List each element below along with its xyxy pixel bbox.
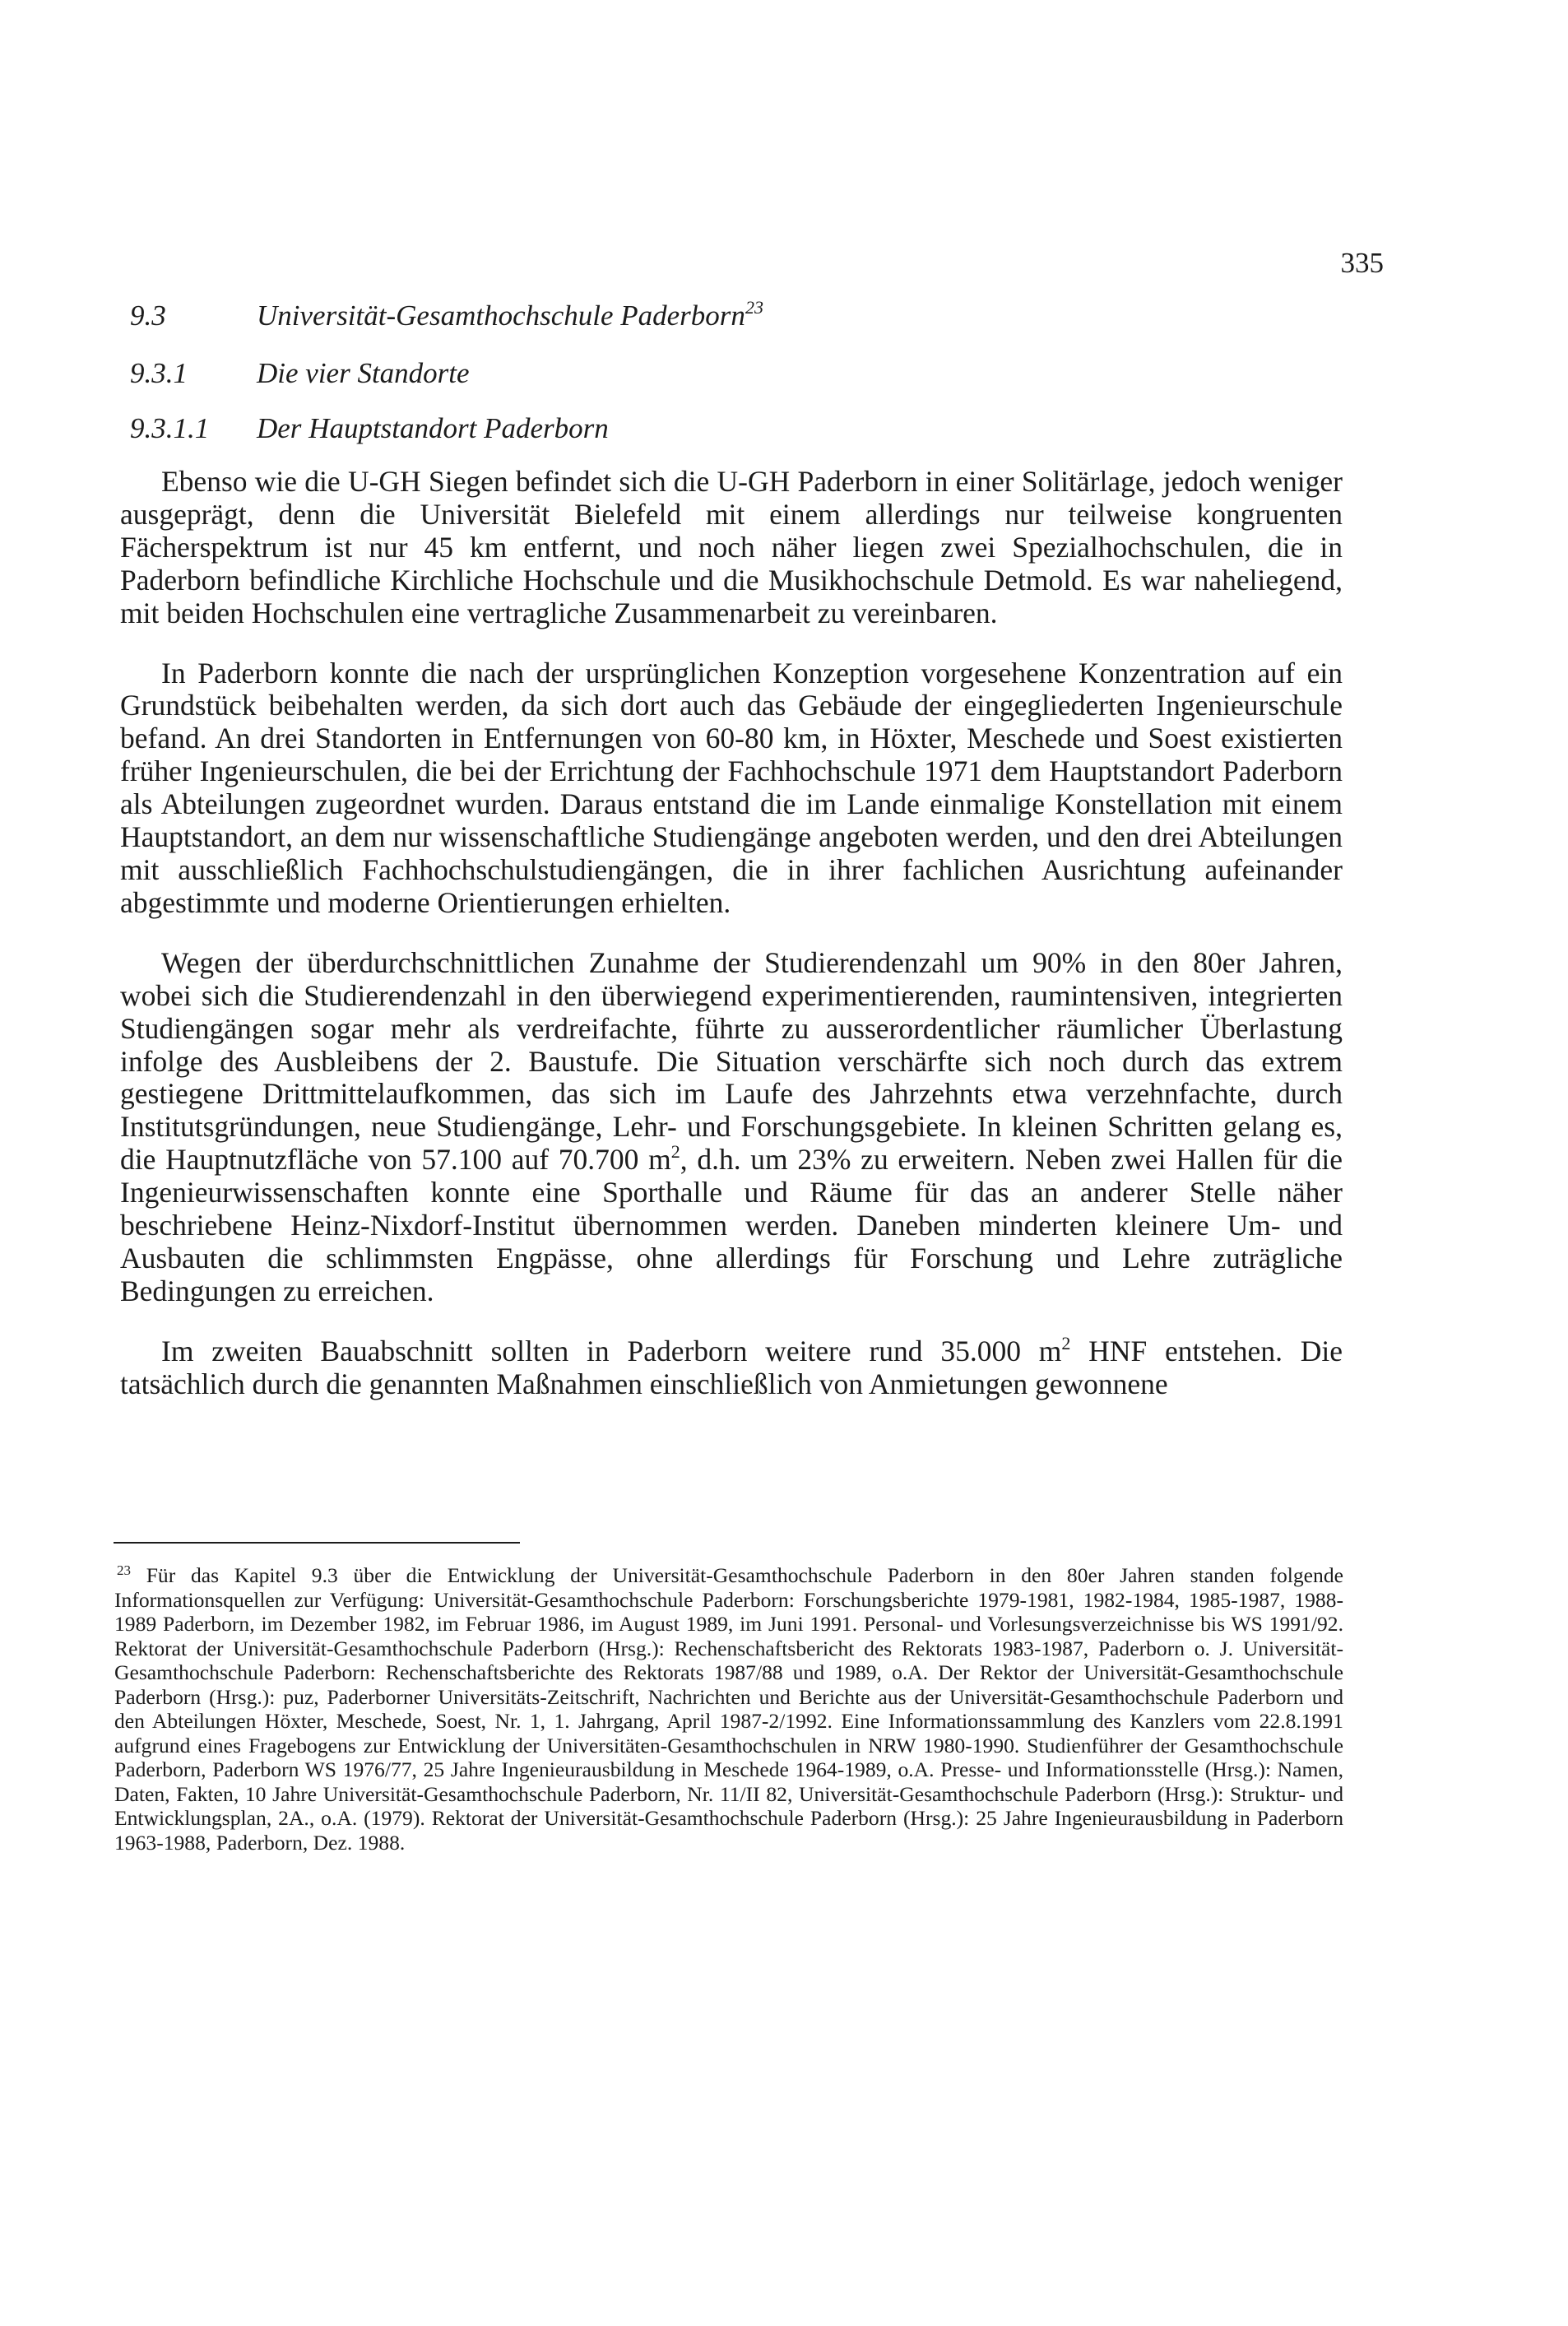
- section-title: Universität-Gesamthochschule Paderborn: [257, 299, 745, 332]
- section-title: Der Hauptstandort Paderborn: [257, 412, 609, 444]
- footnote-mark: 23: [117, 1562, 131, 1578]
- superscript-2: 2: [1061, 1332, 1071, 1353]
- superscript-2: 2: [670, 1141, 680, 1163]
- footnote-23: [114, 1563, 1343, 1855]
- footnote-reference[interactable]: 23: [745, 297, 763, 318]
- section-title: Die vier Standorte: [257, 357, 470, 389]
- paragraph-4: [120, 1332, 1343, 1401]
- section-number: 9.3: [130, 299, 166, 332]
- paragraph-2: In Paderborn konnte die nach der ursprünglichen Konzeption vorgesehene Konzentration auf ein Grundstück beibehalten werden, da sich dort auch das Gebäude der eingegliederten Ingenieurschule befand. An drei Standorten in Entfernungen von 60-80 km, in Höxter, Meschede und Soest existierten früher Ingenieurschulen, die bei der Errichtung der Fachhochschule 1971 dem Hauptstandort Paderborn als Abteilungen zugeordnet wurden. Daraus entstand die im Lande einmalige Konstellation mit einem Hauptstandort, an dem nur wissenschaftliche Studiengänge angeboten werden, und den drei Abteilungen mit ausschließlich Fachhochschulstudiengängen, die in ihrer fachlichen Ausrichtung aufeinander abgestimmte und moderne Orientierungen erhielten.: [120, 656, 1343, 919]
- paragraph-4-text-b: HNF entstehen. Die tatsächlich durch die genannten Maßnahmen einschließlich von Anmietungen gewonnene: [120, 1334, 1343, 1400]
- section-heading-9-3-1-1: [130, 411, 609, 446]
- paragraph-1: Ebenso wie die U-GH Siegen befindet sich die U-GH Paderborn in einer Solitärlage, jedoch weniger ausgeprägt, denn die Universität Bielefeld mit einem allerdings nur teilweise kongruenten Fächerspektrum ist nur 45 km entfernt, und noch näher liegen zwei Spezialhochschulen, die in Paderborn befindliche Kirchliche Hochschule und die Musikhochschule Detmold. Es war naheliegend, mit beiden Hochschulen eine vertragliche Zusammenarbeit zu vereinbaren.: [120, 465, 1343, 629]
- section-number: 9.3.1: [130, 357, 188, 389]
- section-heading-9-3-1: [130, 356, 470, 391]
- section-heading-9-3: [130, 299, 763, 333]
- footnote-text: Für das Kapitel 9.3 über die Entwicklung der Universität-Gesamthochschule Paderborn in den 80er Jahren standen folgende Informationsquellen zur Verfügung: Universität-Gesamthochschule Paderborn: Forschungsberichte 1979-1981, 1982-1984, 1985-1987, 1988-1989 Paderborn, im Dezember 1982, im Februar 1986, im August 1989, im Juni 1991. Personal- und Vorlesungsverzeichnisse bis WS 1991/92. Rektorat der Universität-Gesamthochschule Paderborn (Hrsg.): Rechenschaftsbericht des Rektorats 1983-1987, Paderborn o. J. Universität-Gesamthochschule Paderborn: Rechenschaftsberichte des Rektorats 1987/88 und 1989, o.A. Der Rektor der Universität-Gesamthochschule Paderborn (Hrsg.): puz, Paderborner Universitäts-Zeitschrift, Nachrichten und Berichte aus der Universität-Gesamthochschule Paderborn und den Abteilungen Höxter, Meschede, Soest, Nr. 1, 1. Jahrgang, April 1987-2/1992. Eine Informationssammlung des Kanzlers vom 22.8.1991 aufgrund eines Fragebogens zur Entwicklung der Universitäten-Gesamthochschulen in NRW 1980-1990. Studienführer der Gesamthochschule Paderborn, Paderborn WS 1976/77, 25 Jahre Ingenieurausbildung in Meschede 1964-1989, o.A. Presse- und Informationsstelle (Hrsg.): Namen, Daten, Fakten, 10 Jahre Universität-Gesamthochschule Paderborn, Nr. 11/II 82, Universität-Gesamthochschule Paderborn (Hrsg.): Struktur- und Entwicklungsplan, 2A., o.A. (1979). Rektorat der Universität-Gesamthochschule Paderborn (Hrsg.): 25 Jahre Ingenieurausbildung in Paderborn 1963-1988, Paderborn, Dez. 1988.: [114, 1563, 1343, 1855]
- paragraph-4-text-a: Im zweiten Bauabschnitt sollten in Paderborn weitere rund 35.000 m: [161, 1334, 1062, 1367]
- footnote-divider: [114, 1542, 520, 1544]
- paragraph-3-text-b: , d.h. um 23% zu erweitern. Neben zwei Hallen für die Ingenieurwissenschaften konnte eine Sporthalle und Räume für das an anderer Stelle näher beschriebene Heinz-Nixdorf-Institut übernommen werden. Daneben minderten kleinere Um- und Ausbauten die schlimmsten Engpässe, ohne allerdings für Forschung und Lehre zuträgliche Bedingungen zu erreichen.: [120, 1143, 1343, 1307]
- body-text: [120, 466, 1343, 1428]
- paragraph-3: [120, 947, 1343, 1308]
- paragraph-3-text-a: Wegen der überdurchschnittlichen Zunahme der Studierendenzahl um 90% in den 80er Jahren, wobei sich die Studierendenzahl in den überwiegend experimentierenden, raumintensiven, integrierten Studiengängen sogar mehr als verdreifachte, führte zu ausserordentlicher räumlicher Überlastung infolge des Ausbleibens der 2. Baustufe. Die Situation verschärfte sich noch durch das extrem gestiegene Drittmittelaufkommen, das sich im Laufe des Jahrzehnts etwa verzehnfachte, durch Institutsgründungen, neue Studiengänge, Lehr- und Forschungsgebiete. In kleinen Schritten gelang es, die Hauptnutzfläche von 57.100 auf 70.700 m: [120, 945, 1343, 1177]
- section-number: 9.3.1.1: [130, 412, 210, 444]
- page-number: 335: [1340, 247, 1384, 279]
